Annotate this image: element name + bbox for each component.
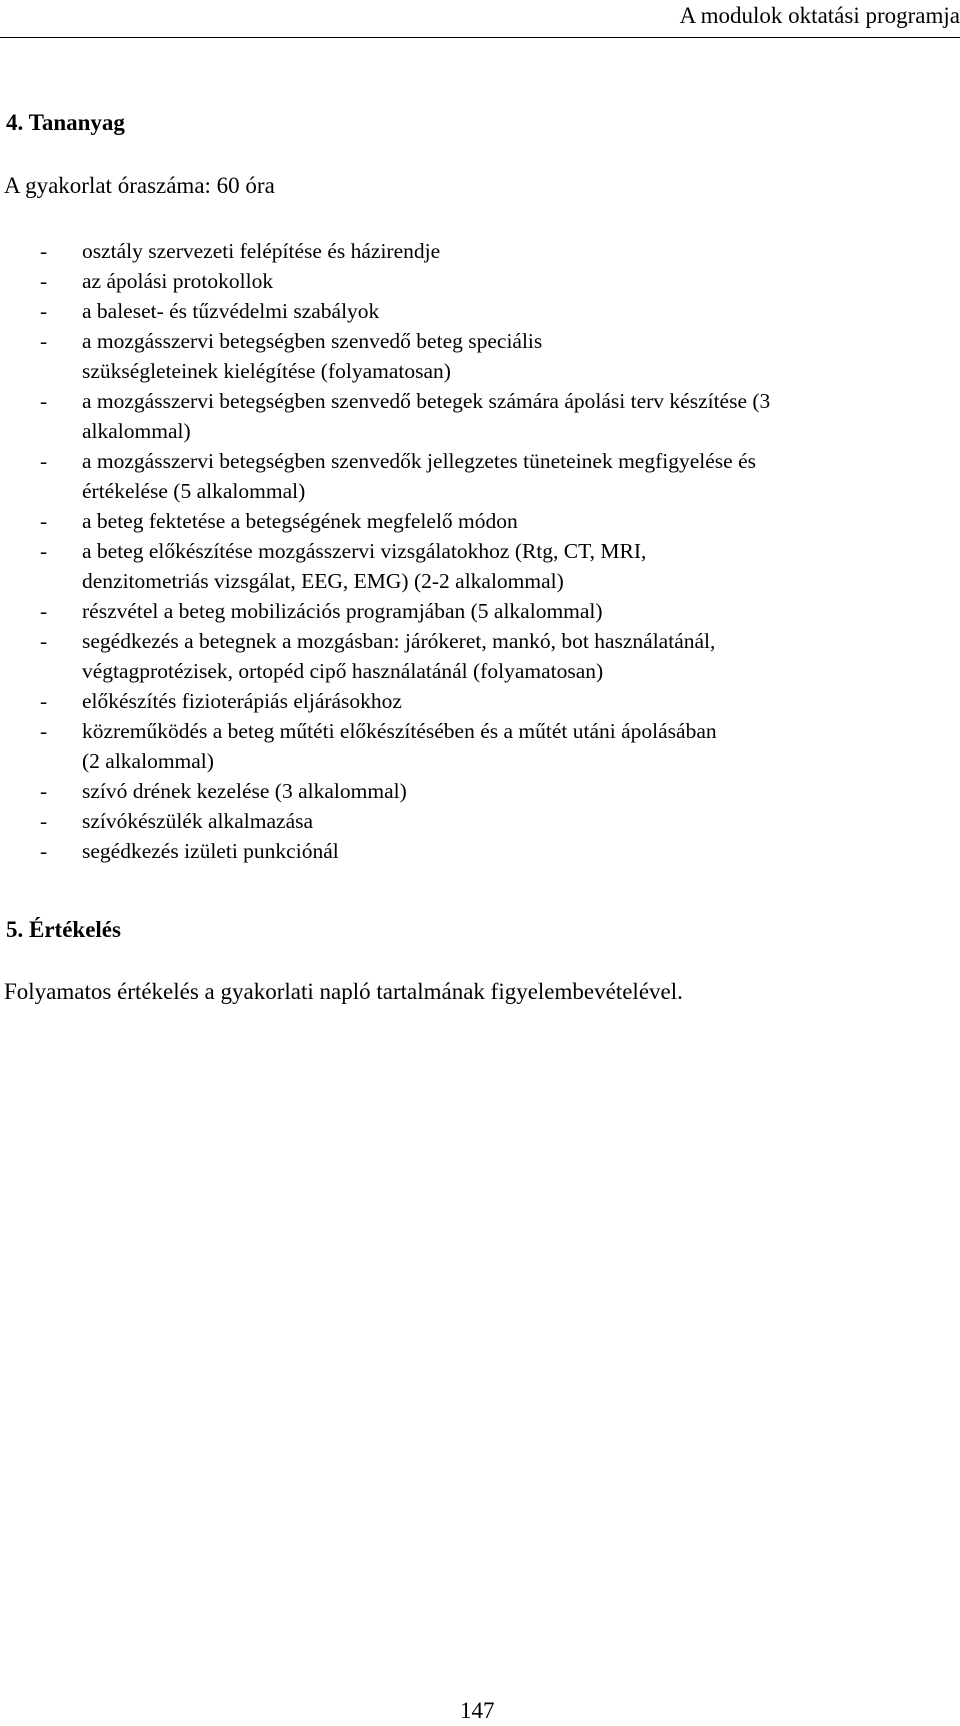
list-item-text: a beteg előkészítése mozgásszervi vizsgálatokhoz (Rtg, CT, MRI, denzitometriás vizsgálat, EEG, EMG) (2-2 alkalommal) (82, 539, 647, 593)
list-dash: - (40, 809, 48, 833)
list-item (0, 266, 960, 296)
list-item-text: közreműködés a beteg műtéti előkészítésében és a műtét utáni ápolásában (2 alkalommal) (82, 719, 717, 773)
list-dash: - (40, 389, 48, 413)
list-item-text: a mozgásszervi betegségben szenvedő beteg speciális szükségleteinek kielégítése (folyamatosan) (82, 329, 543, 383)
list-item (0, 776, 960, 806)
list-dash: - (40, 839, 48, 863)
list-item-text: szívókészülék alkalmazása (82, 809, 314, 833)
list-item (0, 596, 960, 626)
list-item (0, 296, 960, 326)
list-item (0, 716, 960, 776)
list-item-text: részvétel a beteg mobilizációs programjában (5 alkalommal) (82, 599, 603, 623)
list-dash: - (40, 509, 48, 533)
list-item (0, 506, 960, 536)
list-item (0, 326, 960, 386)
list-item-text: osztály szervezeti felépítése és házirendje (82, 239, 441, 263)
list-item (0, 806, 960, 836)
list-item (0, 236, 960, 266)
list-item (0, 836, 960, 866)
list-dash: - (40, 689, 48, 713)
list-item-text: a beteg fektetése a betegségének megfelelő módon (82, 509, 518, 533)
list-dash: - (40, 299, 48, 323)
evaluation-text: Folyamatos értékelés a gyakorlati napló tartalmának figyelembevételével. (4, 979, 683, 1004)
list-dash: - (40, 239, 48, 263)
list-dash: - (40, 719, 48, 743)
list-item-text: a baleset- és tűzvédelmi szabályok (82, 299, 380, 323)
curriculum-list (0, 236, 960, 866)
list-item (0, 446, 960, 506)
list-item (0, 686, 960, 716)
list-item-text: a mozgásszervi betegségben szenvedők jellegzetes tüneteinek megfigyelése és értékelése (5 alkalommal) (82, 449, 756, 503)
list-item (0, 536, 960, 596)
header-rule (0, 37, 960, 38)
practice-hours: A gyakorlat óraszáma: 60 óra (4, 173, 275, 198)
list-item-text: segédkezés a betegnek a mozgásban: járókeret, mankó, bot használatánál, végtagprotézisek, ortopéd cipő használatánál (folyamatosan) (82, 629, 716, 683)
list-dash: - (40, 539, 48, 563)
list-dash: - (40, 629, 48, 653)
list-item-text: az ápolási protokollok (82, 269, 274, 293)
list-item (0, 386, 960, 446)
list-dash: - (40, 329, 48, 353)
page-number: 147 (460, 1698, 495, 1723)
list-item-text: szívó drének kezelése (3 alkalommal) (82, 779, 407, 803)
list-item (0, 626, 960, 686)
list-item-text: segédkezés izületi punkciónál (82, 839, 339, 863)
list-item-text: előkészítés fizioterápiás eljárásokhoz (82, 689, 402, 713)
page-header (0, 0, 960, 40)
list-item-text: a mozgásszervi betegségben szenvedő betegek számára ápolási terv készítése (3 alkalommal) (82, 389, 771, 443)
list-dash: - (40, 449, 48, 473)
list-dash: - (40, 269, 48, 293)
section-heading-ertekeles: 5. Értékelés (6, 917, 121, 942)
running-title: A modulok oktatási programja (679, 3, 960, 28)
list-dash: - (40, 599, 48, 623)
list-dash: - (40, 779, 48, 803)
section-heading-tananyag: 4. Tananyag (6, 110, 125, 135)
